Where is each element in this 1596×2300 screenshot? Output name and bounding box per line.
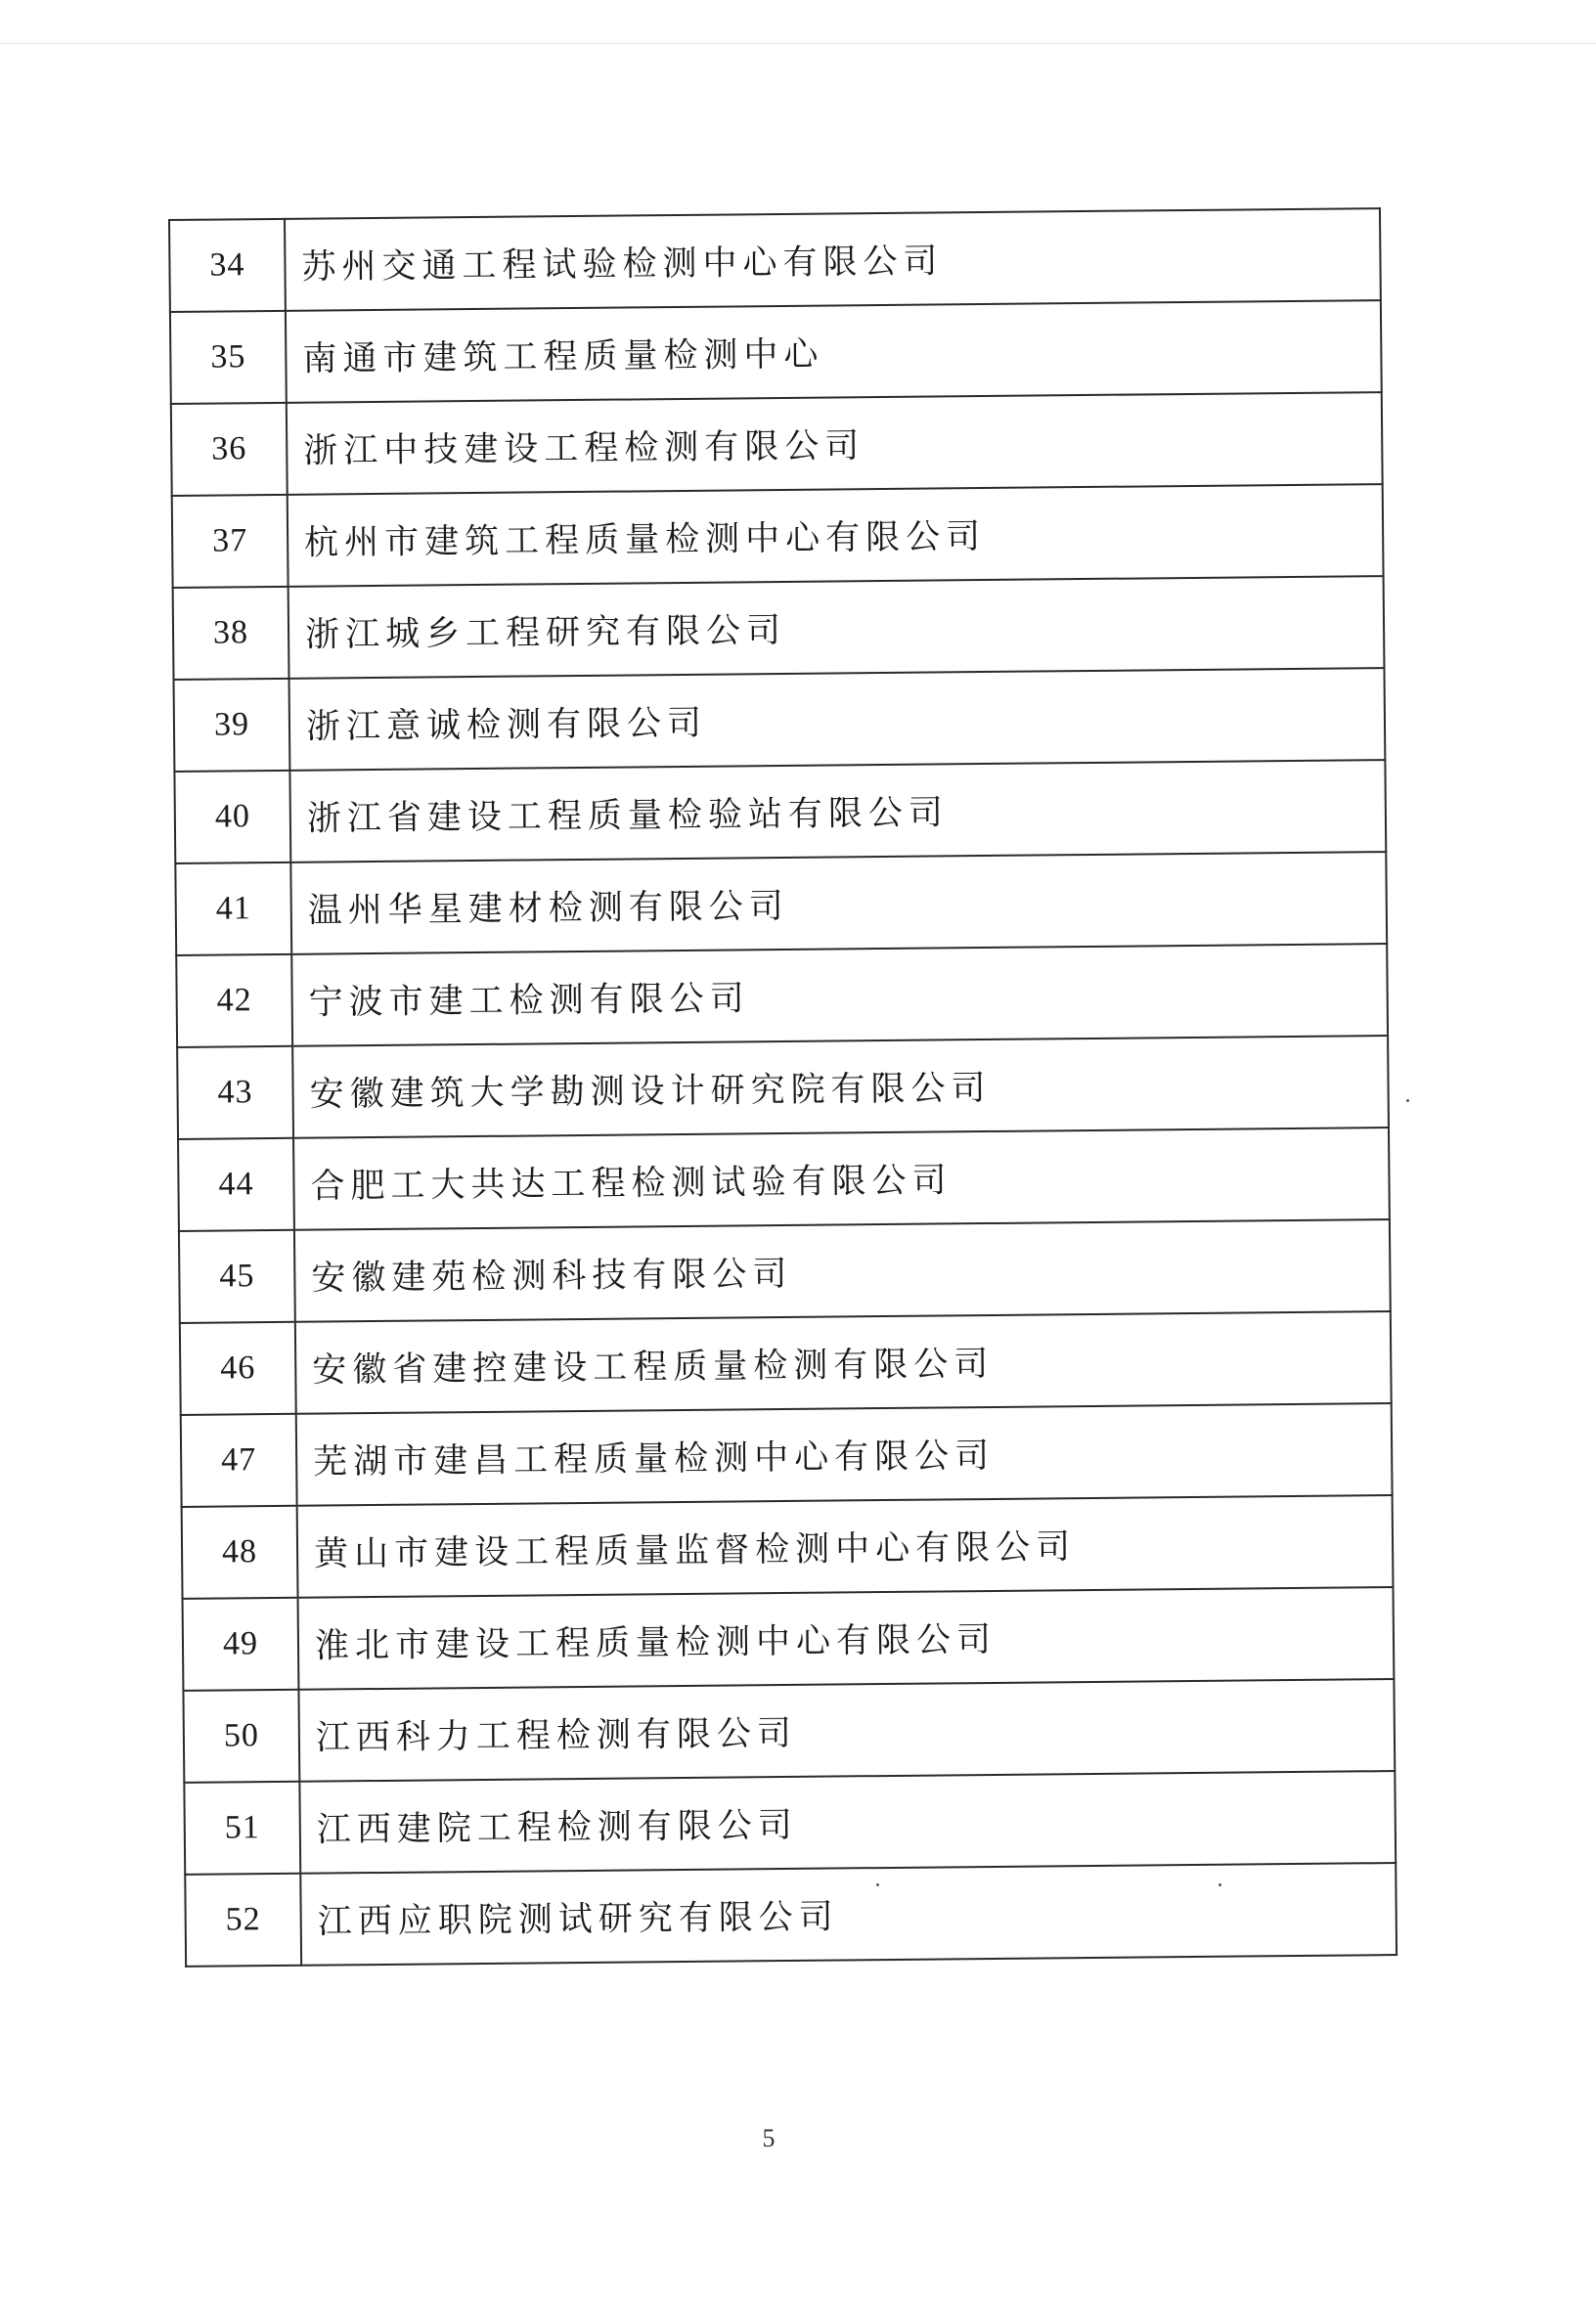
row-number: 49: [183, 1598, 299, 1691]
table-row: [169, 208, 1381, 312]
table-row: [181, 1403, 1393, 1507]
organization-table: [168, 207, 1397, 1968]
organization-name: 南通市建筑工程质量检测中心: [286, 300, 1382, 403]
row-number: 37: [172, 495, 288, 588]
table-row: [172, 484, 1384, 588]
row-number: 51: [184, 1782, 300, 1875]
table-row: [184, 1771, 1396, 1875]
organization-name: 芜湖市建昌工程质量检测中心有限公司: [296, 1403, 1393, 1506]
organization-name: 江西应职院测试研究有限公司: [300, 1863, 1396, 1966]
table-row: [183, 1587, 1395, 1691]
row-number: 46: [180, 1322, 296, 1415]
row-number: 43: [177, 1046, 293, 1139]
organization-name: 浙江意诚检测有限公司: [289, 668, 1386, 771]
organization-name: 温州华星建材检测有限公司: [290, 852, 1387, 954]
organization-name: 黄山市建设工程质量监督检测中心有限公司: [297, 1495, 1394, 1598]
table-row: [177, 1036, 1389, 1139]
scan-speck: [1219, 1883, 1221, 1886]
table-row: [174, 668, 1386, 772]
row-number: 35: [170, 311, 287, 404]
organization-name: 宁波市建工检测有限公司: [291, 944, 1388, 1046]
row-number: 36: [171, 403, 288, 496]
table-row: [179, 1219, 1391, 1323]
organization-name: 浙江省建设工程质量检验站有限公司: [289, 760, 1386, 862]
organization-name: 杭州市建筑工程质量检测中心有限公司: [288, 484, 1384, 587]
row-number: 52: [185, 1874, 301, 1967]
table-row: [178, 1128, 1390, 1231]
organization-name: 合肥工大共达工程检测试验有限公司: [293, 1128, 1390, 1230]
table-row: [183, 1679, 1395, 1783]
row-number: 34: [169, 219, 286, 312]
organization-name: 江西科力工程检测有限公司: [298, 1679, 1395, 1782]
organization-name: 浙江中技建设工程检测有限公司: [287, 392, 1383, 495]
table-row: [176, 944, 1388, 1047]
row-number: 41: [175, 862, 291, 955]
organization-name: 浙江城乡工程研究有限公司: [288, 576, 1385, 679]
organization-name: 淮北市建设工程质量检测中心有限公司: [298, 1587, 1395, 1690]
row-number: 45: [179, 1230, 295, 1323]
scan-speck: [1406, 1099, 1409, 1102]
table-row: [182, 1495, 1394, 1599]
table-row: [185, 1863, 1396, 1967]
page-number: 5: [762, 2124, 776, 2152]
organization-name: 江西建院工程检测有限公司: [299, 1771, 1396, 1874]
organization-name: 苏州交通工程试验检测中心有限公司: [285, 208, 1381, 311]
table-row: [173, 576, 1385, 680]
row-number: 42: [176, 954, 292, 1047]
row-number: 47: [181, 1414, 297, 1507]
row-number: 39: [174, 679, 290, 772]
scan-speck: [876, 1883, 879, 1886]
row-number: 40: [174, 771, 290, 863]
organization-name: 安徽建苑检测科技有限公司: [294, 1219, 1391, 1322]
organization-name: 安徽省建控建设工程质量检测有限公司: [295, 1311, 1392, 1414]
table-row: [180, 1311, 1392, 1415]
organization-name: 安徽建筑大学勘测设计研究院有限公司: [292, 1036, 1389, 1138]
row-number: 44: [178, 1138, 294, 1231]
table-row: [174, 760, 1386, 863]
row-number: 48: [182, 1506, 298, 1599]
table-row: [175, 852, 1387, 955]
scan-edge-line: [0, 43, 1596, 44]
table-row: [170, 300, 1382, 404]
row-number: 38: [173, 587, 289, 680]
row-number: 50: [183, 1690, 299, 1783]
table-row: [171, 392, 1383, 496]
